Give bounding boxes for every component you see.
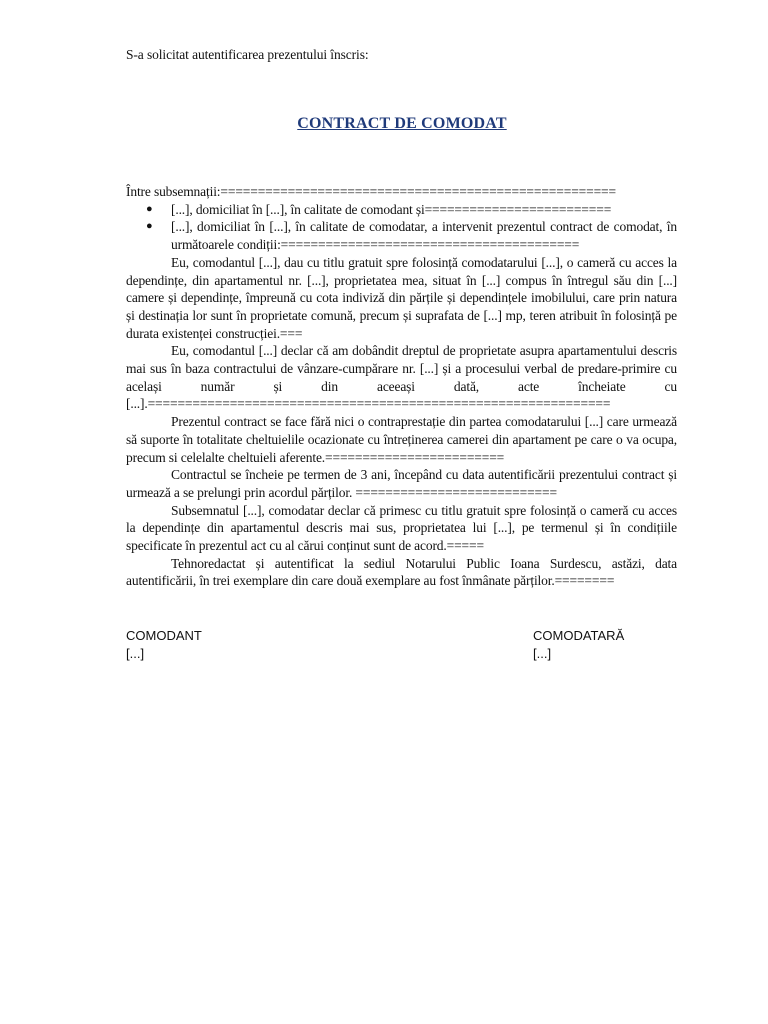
clause-ownership: Eu, comodantul [...] declar că am dobândit dreptul de proprietate asupra apartamentului descris mai sus în baza contractului de vânzare-cumpărare nr. [...] și a procesului verbal de predare-primire cu același număr și din aceeași dată, acte încheiate cu [...].============================================================== — [126, 343, 677, 412]
clause-term: Contractul se încheie pe termen de 3 ani, începând cu data autentificării prezentului contract și urmează a se prelungi prin acordul părților. =========================== — [126, 467, 677, 500]
party-comodant-item — [126, 201, 677, 219]
party-comodant-text: [...], domiciliat în [...], în calitate de comodant și========================= — [171, 201, 612, 217]
clause-authentication: Tehnoredactat și autentificat la sediul Notarului Public Ioana Surdescu, astăzi, data autentificării, în trei exemplare din care două exemplare au fost înmânate părților.======== — [126, 555, 677, 589]
bullet-icon: ● — [146, 202, 153, 215]
signature-comodatara — [533, 627, 624, 663]
signature-comodant — [126, 627, 202, 663]
party-comodatar-text: [...], domiciliat în [...], în calitate de comodatar, a intervenit prezentul contract de comodat, în următoarele condiții:======================================== — [171, 219, 677, 253]
signature-comodatara-label: COMODATARĂ — [533, 628, 625, 643]
signature-comodant-value: [...] — [126, 646, 145, 661]
signature-comodant-label: COMODANT — [126, 628, 202, 643]
bullet-icon: ● — [146, 220, 153, 233]
clause-acceptance: Subsemnatul [...], comodatar declar că primesc cu titlu gratuit spre folosință o cameră cu acces la dependințe din apartamentul descris mai sus, proprietatea lui [...], pe termenul și în condițiile specificate în prezentul act cu al cărui conținut sunt de acord.===== — [126, 502, 677, 554]
clause-expenses: Prezentul contract se face fără nici o contraprestație din partea comodatarului [...] care urmează să suporte în totalitate cheltuielile ocazionate cu întreținerea camerei din apartament pe care o va ocupa, precum si celelalte cheltuieli aferente.======================== — [126, 414, 677, 465]
signature-comodatara-value: [...] — [533, 646, 552, 661]
authentication-note: S-a solicitat autentificarea prezentului înscris: — [126, 47, 369, 62]
intro-line: Între subsemnații:===================================================== — [126, 184, 616, 199]
contract-body — [126, 183, 677, 590]
clause-object: Eu, comodantul [...], dau cu titlu gratuit spre folosință comodatarului [...], o cameră cu acces la dependințe, din apartamentul nr. [...], proprietatea mea, situat în [...] compus în întregul său din [...] camere și dependințe, împreună cu cota indiviză din părțile și dependințele imobilului, care prin natura și destinația lor sunt în proprietate comună, precum și suprafata de [...] mp, teren atribuit în folosință pe durata existenței construcției.=== — [126, 254, 677, 341]
contract-title: CONTRACT DE COMODAT — [297, 115, 507, 132]
party-comodatar-item — [126, 218, 677, 253]
